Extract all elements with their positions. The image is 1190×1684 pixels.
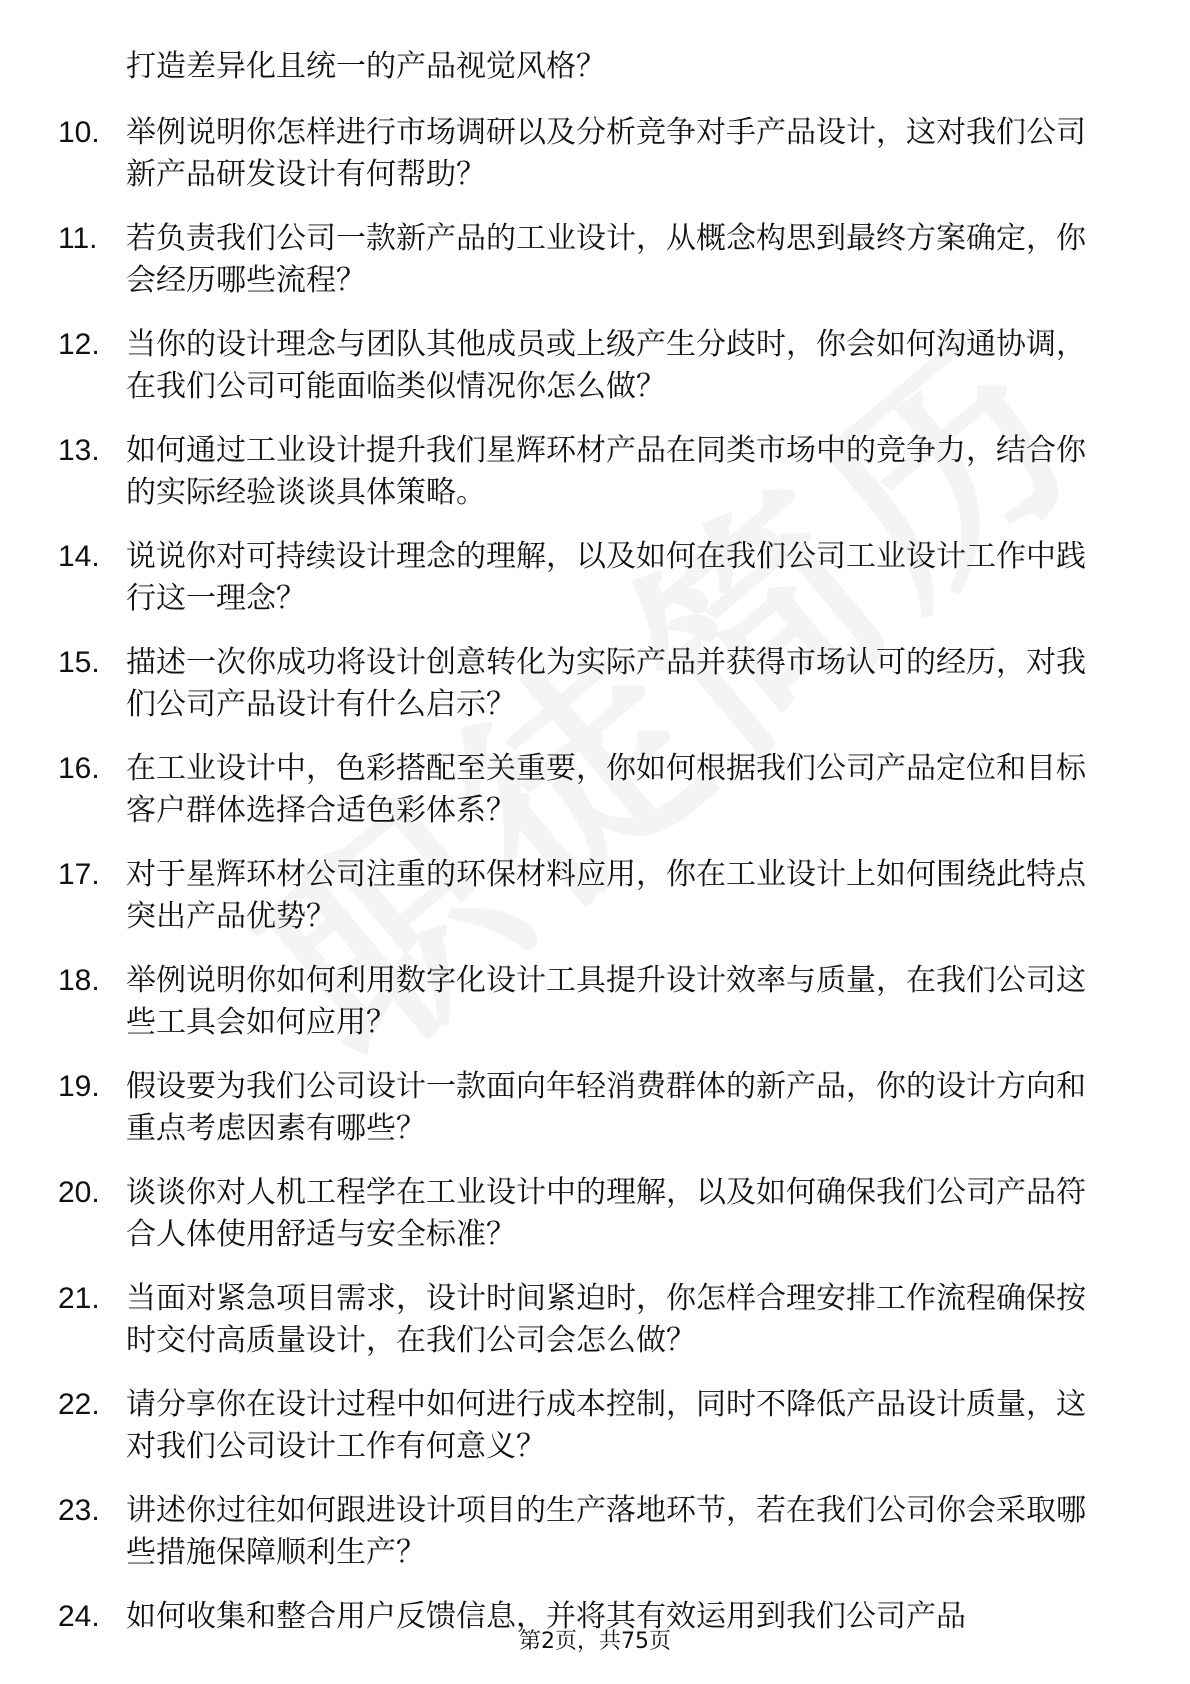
list-item (0, 430, 1190, 514)
list-item (0, 960, 1190, 1044)
item-text: 如何收集和整合用户反馈信息，并将其有效运用到我们公司产品 (126, 1599, 966, 1634)
item-text: 谈谈你对人机工程学在工业设计中的理解，以及如何确保我们公司产品符合人体使用舒适与安全标准？ (126, 1175, 1086, 1252)
item-text: 说说你对可持续设计理念的理解，以及如何在我们公司工业设计工作中践行这一理念？ (126, 539, 1086, 616)
list-item (0, 536, 1190, 620)
item-number: 12. (58, 328, 100, 361)
item-number: 21. (58, 1282, 100, 1315)
item-number: 13. (58, 434, 100, 467)
list-item (0, 854, 1190, 938)
item-text: 当你的设计理念与团队其他成员或上级产生分歧时，你会如何沟通协调，在我们公司可能面临类似情况你怎么做？ (126, 327, 1086, 404)
list-item (0, 748, 1190, 832)
item-number: 20. (58, 1176, 100, 1209)
item-text: 假设要为我们公司设计一款面向年轻消费群体的新产品，你的设计方向和重点考虑因素有哪些？ (126, 1069, 1086, 1146)
list-item (0, 324, 1190, 408)
item-text: 在工业设计中，色彩搭配至关重要，你如何根据我们公司产品定位和目标客户群体选择合适色彩体系？ (126, 751, 1086, 828)
item-text: 如何通过工业设计提升我们星辉环材产品在同类市场中的竞争力，结合你的实际经验谈谈具体策略。 (126, 433, 1086, 510)
item-number: 14. (58, 540, 100, 573)
item-text: 讲述你过往如何跟进设计项目的生产落地环节，若在我们公司你会采取哪些措施保障顺利生产？ (126, 1493, 1086, 1570)
item-number: 24. (58, 1600, 100, 1633)
item-number: 11. (58, 222, 98, 255)
list-item (0, 642, 1190, 726)
item-text: 当面对紧急项目需求，设计时间紧迫时，你怎样合理安排工作流程确保按时交付高质量设计，在我们公司会怎么做？ (126, 1281, 1086, 1358)
item-number: 10. (58, 116, 100, 149)
item-number: 17. (58, 858, 100, 891)
item-number: 22. (58, 1388, 100, 1421)
continuation-text: 打造差异化且统一的产品视觉风格？ (126, 49, 606, 84)
item-number: 15. (58, 646, 100, 679)
item-number: 18. (58, 964, 100, 997)
list-item (0, 112, 1190, 196)
list-item (0, 1278, 1190, 1362)
list-item (0, 1172, 1190, 1256)
item-text: 举例说明你怎样进行市场调研以及分析竞争对手产品设计，这对我们公司新产品研发设计有何帮助？ (126, 115, 1086, 192)
item-number: 23. (58, 1494, 100, 1527)
item-text: 若负责我们公司一款新产品的工业设计，从概念构思到最终方案确定，你会经历哪些流程？ (126, 221, 1086, 298)
list-item (0, 1384, 1190, 1468)
continuation-line (0, 46, 1190, 88)
item-number: 16. (58, 752, 100, 785)
item-text: 请分享你在设计过程中如何进行成本控制，同时不降低产品设计质量，这对我们公司设计工作有何意义？ (126, 1387, 1086, 1464)
page-footer: 第2页，共75页 (519, 1629, 671, 1654)
list-item (0, 1490, 1190, 1574)
list-item (0, 1066, 1190, 1150)
list-item (0, 218, 1190, 302)
item-text: 举例说明你如何利用数字化设计工具提升设计效率与质量，在我们公司这些工具会如何应用？ (126, 963, 1086, 1040)
item-text: 描述一次你成功将设计创意转化为实际产品并获得市场认可的经历，对我们公司产品设计有什么启示？ (126, 645, 1086, 722)
item-text: 对于星辉环材公司注重的环保材料应用，你在工业设计上如何围绕此特点突出产品优势？ (126, 857, 1086, 934)
question-list (0, 46, 1190, 1660)
item-number: 19. (58, 1070, 100, 1103)
